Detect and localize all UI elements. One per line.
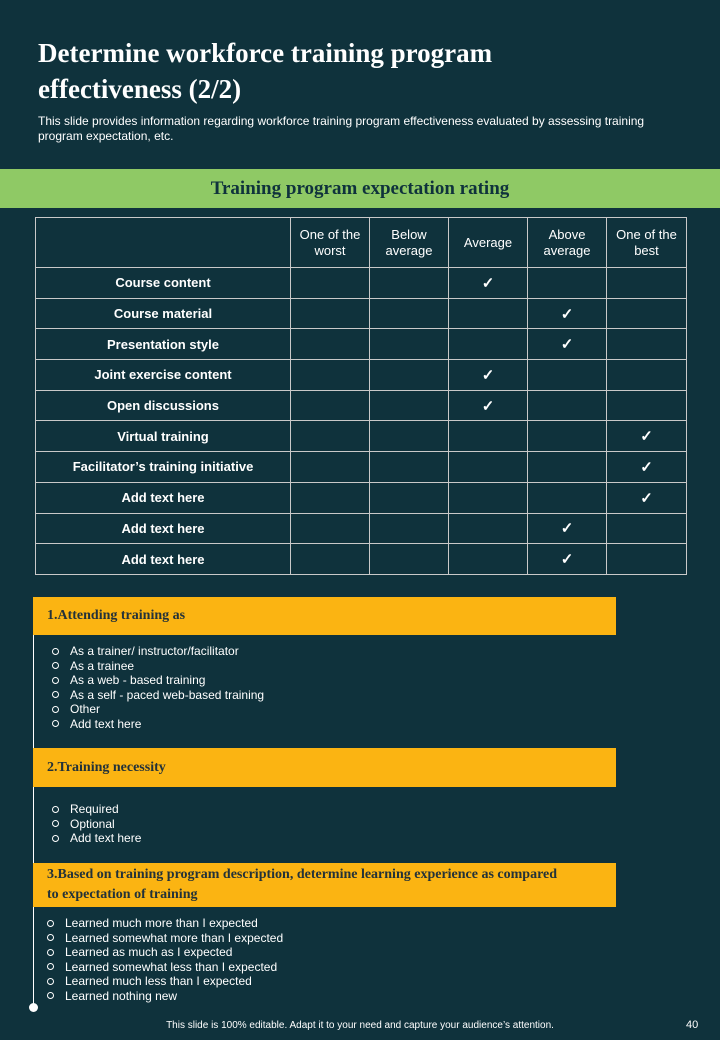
rating-cell	[449, 452, 528, 483]
section-heading-necessity: 2.Training necessity	[33, 748, 616, 787]
option-item	[47, 931, 283, 946]
rating-cell	[528, 360, 607, 391]
table-row	[36, 544, 687, 575]
circle-bullet-icon	[52, 677, 59, 684]
page-number: 40	[686, 1019, 699, 1031]
rating-cell	[607, 513, 687, 544]
rating-cell	[528, 452, 607, 483]
option-item	[52, 802, 141, 817]
rating-cell	[607, 329, 687, 360]
option-item	[47, 916, 283, 931]
page-subtitle: This slide provides information regarding workforce training program effectiveness evaluated by assessing training program expectation, etc.	[38, 114, 645, 143]
rating-cell	[370, 390, 449, 421]
rating-cell	[291, 329, 370, 360]
row-label: Joint exercise content	[36, 360, 291, 391]
option-item	[52, 717, 264, 732]
timeline-line	[33, 598, 34, 1008]
option-item	[47, 945, 283, 960]
rating-cell	[449, 513, 528, 544]
rating-cell	[370, 513, 449, 544]
option-label: Learned much less than I expected	[65, 974, 252, 988]
timeline-dot	[29, 1003, 38, 1012]
option-item	[52, 831, 141, 846]
option-label: Learned as much as I expected	[65, 945, 233, 959]
column-header: Average	[449, 218, 528, 268]
option-label: Learned somewhat less than I expected	[65, 959, 278, 974]
rating-cell	[449, 360, 528, 391]
rating-cell	[449, 298, 528, 329]
circle-bullet-icon	[52, 662, 59, 669]
rating-cell	[291, 390, 370, 421]
row-label: Course content	[36, 268, 291, 299]
circle-bullet-icon	[47, 978, 54, 985]
footer-note: This slide is 100% editable. Adapt it to your need and capture your audience’s attention.	[166, 1020, 554, 1031]
circle-bullet-icon	[52, 648, 59, 655]
check-icon: ✓	[560, 520, 574, 538]
rating-cell	[528, 421, 607, 452]
row-label: Presentation style	[36, 329, 291, 360]
check-icon: ✓	[640, 428, 653, 446]
rating-cell	[449, 482, 528, 513]
rating-cell	[291, 482, 370, 513]
rating-cell	[607, 544, 687, 575]
check-icon: ✓	[560, 551, 574, 569]
option-item	[47, 974, 283, 989]
table-row	[36, 452, 687, 483]
option-label: Other	[70, 702, 101, 716]
rating-cell	[607, 298, 687, 329]
circle-bullet-icon	[52, 806, 59, 813]
table-row	[36, 268, 687, 299]
rating-cell	[291, 513, 370, 544]
rating-cell	[370, 268, 449, 299]
check-icon: ✓	[481, 274, 495, 292]
rating-cell	[607, 268, 687, 299]
rating-cell	[607, 360, 687, 391]
option-item	[52, 659, 264, 674]
option-label: As a self - paced web-based training	[70, 687, 265, 702]
circle-bullet-icon	[52, 706, 59, 713]
page-title: Determine workforce training program effectiveness (2/2)	[38, 38, 493, 104]
circle-bullet-icon	[52, 835, 59, 842]
rating-cell	[528, 329, 607, 360]
circle-bullet-icon	[52, 720, 59, 727]
check-icon: ✓	[640, 489, 653, 507]
check-icon: ✓	[640, 458, 653, 476]
check-icon: ✓	[481, 366, 495, 384]
rating-cell	[291, 298, 370, 329]
row-label: Course material	[36, 298, 291, 329]
rating-cell	[370, 452, 449, 483]
option-item	[52, 817, 141, 832]
rating-cell	[607, 421, 687, 452]
table-row	[36, 329, 687, 360]
rating-cell	[607, 452, 687, 483]
option-label: Learned nothing new	[65, 988, 178, 1003]
rating-cell	[449, 421, 528, 452]
option-label: Learned somewhat more than I expected	[65, 930, 284, 945]
rating-cell	[607, 482, 687, 513]
rating-cell	[370, 482, 449, 513]
rating-cell	[291, 452, 370, 483]
table-row	[36, 513, 687, 544]
column-header: One of the best	[607, 218, 687, 268]
rating-cell	[291, 268, 370, 299]
header-blank	[36, 218, 291, 268]
rating-cell	[370, 544, 449, 575]
column-header: One of the worst	[291, 218, 370, 268]
option-label: Add text here	[70, 831, 142, 845]
option-label: As a trainee	[70, 658, 135, 673]
row-label: Add text here	[36, 544, 291, 575]
circle-bullet-icon	[47, 920, 54, 927]
column-header: Below average	[370, 218, 449, 268]
option-label: Learned much more than I expected	[65, 916, 258, 930]
table-title: Training program expectation rating	[210, 177, 510, 199]
option-item	[52, 702, 264, 717]
check-icon: ✓	[560, 305, 574, 323]
option-label: As a web - based training	[70, 673, 206, 687]
row-label: Open discussions	[36, 390, 291, 421]
circle-bullet-icon	[47, 949, 54, 956]
rating-cell	[291, 360, 370, 391]
rating-cell	[370, 360, 449, 391]
rating-cell	[449, 544, 528, 575]
circle-bullet-icon	[52, 691, 59, 698]
row-label: Add text here	[36, 482, 291, 513]
check-icon: ✓	[481, 397, 495, 415]
option-item	[47, 989, 283, 1004]
option-list-attending	[52, 644, 264, 731]
rating-cell	[528, 390, 607, 421]
circle-bullet-icon	[47, 934, 54, 941]
table-header-row	[36, 218, 687, 268]
table-row	[36, 482, 687, 513]
row-label: Add text here	[36, 513, 291, 544]
rating-cell	[528, 544, 607, 575]
section-heading-experience: 3.Based on training program description, determine learning experience as compared to expectation of training	[33, 863, 616, 907]
option-label: Required	[70, 802, 119, 816]
option-item	[47, 960, 283, 975]
rating-cell	[449, 390, 528, 421]
column-header: Above average	[528, 218, 607, 268]
table-row	[36, 298, 687, 329]
option-label: Add text here	[70, 716, 142, 731]
rating-cell	[449, 268, 528, 299]
rating-table	[35, 217, 687, 575]
rating-cell	[528, 513, 607, 544]
circle-bullet-icon	[52, 820, 59, 827]
rating-cell	[370, 421, 449, 452]
table-row	[36, 390, 687, 421]
rating-cell	[449, 329, 528, 360]
table-row	[36, 421, 687, 452]
rating-cell	[370, 329, 449, 360]
circle-bullet-icon	[47, 963, 54, 970]
rating-cell	[291, 544, 370, 575]
option-item	[52, 673, 264, 688]
option-label: Optional	[70, 816, 115, 831]
section-heading-attending: 1.Attending training as	[33, 597, 616, 635]
option-label: As a trainer/ instructor/facilitator	[70, 644, 239, 658]
rating-cell	[528, 298, 607, 329]
rating-cell	[528, 482, 607, 513]
circle-bullet-icon	[47, 992, 54, 999]
table-row	[36, 360, 687, 391]
check-icon: ✓	[560, 336, 574, 354]
option-list-experience	[47, 916, 283, 1003]
option-list-necessity	[52, 802, 141, 846]
row-label: Virtual training	[36, 421, 291, 452]
rating-cell	[607, 390, 687, 421]
rating-cell	[370, 298, 449, 329]
option-item	[52, 644, 264, 659]
option-item	[52, 688, 264, 703]
table-title-band	[0, 169, 720, 208]
rating-cell	[291, 421, 370, 452]
rating-cell	[528, 268, 607, 299]
row-label: Facilitator’s training initiative	[36, 452, 291, 483]
